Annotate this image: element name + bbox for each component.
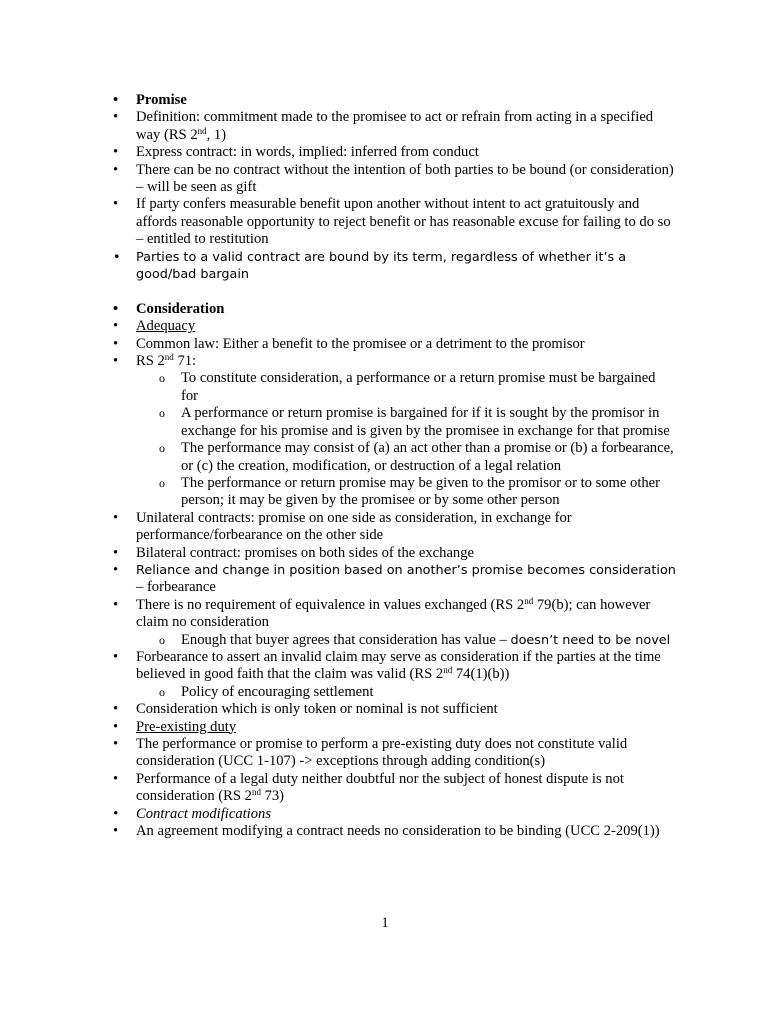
equivalence-sublist	[136, 632, 676, 649]
consideration-heading: • Consideration	[136, 301, 676, 318]
common-law: • Common law: Either a benefit to the promisee or a detriment to the promisor	[136, 336, 676, 353]
bilateral: • Bilateral contract: promises on both sides of the exchange	[136, 545, 676, 562]
rs71: • RS 2nd 71: o To constitute consideration, a performance or a return promise must be bargained for o A performance or return promise is bargained for if it is sought by the promisor in exchange for his promise and is given by the promisee in exchange for that promise o The performance may consist of (a) an act other than a promise or (b) a forbearance, or (c) the creation, modification, or destruction of a legal relation o The performance or return promise may be given to the promisor or to some other person; it may be given by the promisee or by some other person	[136, 353, 676, 510]
modifications-heading: • Contract modifications	[136, 806, 676, 823]
bound-by-terms: • Parties to a valid contract are bound by its term, regardless of whether it’s a good/bad bargain	[136, 249, 676, 284]
equivalence-item: o Enough that buyer agrees that consideration has value – doesn’t need to be novel	[181, 632, 676, 649]
forbearance-sublist	[136, 684, 676, 701]
modification-binding: • An agreement modifying a contract needs no consideration to be binding (UCC 2-209(1))	[136, 823, 676, 840]
promise-definition: • Definition: commitment made to the promisee to act or refrain from acting in a specified way (RS 2nd, 1)	[136, 109, 676, 144]
no-contract-intention: • There can be no contract without the intention of both parties to be bound (or consideration) – will be seen as gift	[136, 162, 676, 197]
equivalence: • There is no requirement of equivalence in values exchanged (RS 2nd 79(b); can however claim no consideration o Enough that buyer agrees that consideration has value – doesn’t need to be novel	[136, 597, 676, 649]
reliance: • Reliance and change in position based on another’s promise becomes consideration – forbearance	[136, 562, 676, 597]
unilateral: • Unilateral contracts: promise on one side as consideration, in exchange for performance/forbearance on the other side	[136, 510, 676, 545]
rs71-item: o The performance may consist of (a) an act other than a promise or (b) a forbearance, or (c) the creation, modification, or destruction of a legal relation	[181, 440, 676, 475]
notes-list	[136, 92, 676, 840]
preexisting-heading: • Pre-existing duty	[136, 719, 676, 736]
rs71-item: o The performance or return promise may be given to the promisor or to some other person; it may be given by the promisee or by some other person	[181, 475, 676, 510]
preexisting-duty: • The performance or promise to perform a pre-existing duty does not constitute valid consideration (UCC 1-107) -> exceptions through adding condition(s)	[136, 736, 676, 771]
rs71-sublist	[136, 370, 676, 509]
promise-heading: • Promise	[136, 92, 676, 109]
legal-duty: • Performance of a legal duty neither doubtful nor the subject of honest dispute is not consideration (RS 2nd 73)	[136, 771, 676, 806]
adequacy-heading: • Adequacy	[136, 318, 676, 335]
rs71-item: o To constitute consideration, a performance or a return promise must be bargained for	[181, 370, 676, 405]
forbearance-item: o Policy of encouraging settlement	[181, 684, 676, 701]
forbearance: • Forbearance to assert an invalid claim may serve as consideration if the parties at the time believed in good faith that the claim was valid (RS 2nd 74(1)(b)) o Policy of encouraging settlement	[136, 649, 676, 701]
token-consideration: • Consideration which is only token or nominal is not sufficient	[136, 701, 676, 718]
restitution: • If party confers measurable benefit upon another without intent to act gratuitously and affords reasonable opportunity to reject benefit or has reasonable excuse for failing to do so – entitled to restitution	[136, 196, 676, 248]
page-number: 1	[381, 915, 389, 931]
rs71-item: o A performance or return promise is bargained for if it is sought by the promisor in exchange for his promise and is given by the promisee in exchange for that promise	[181, 405, 676, 440]
express-contract: • Express contract: in words, implied: inferred from conduct	[136, 144, 676, 161]
